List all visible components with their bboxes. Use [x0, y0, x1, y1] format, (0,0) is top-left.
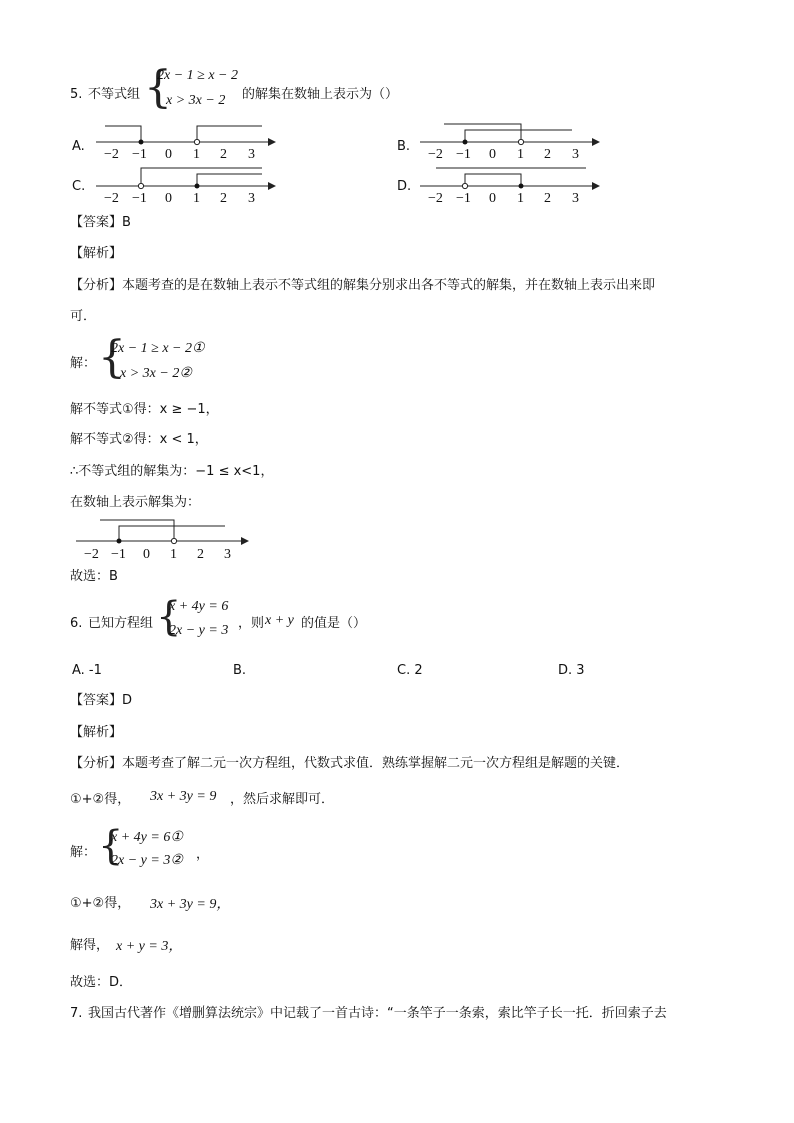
q5-answer: 【答案】B [70, 215, 131, 230]
q7-text: 我国古代著作《增删算法统宗》中记载了一首古诗：“一条竿子一条索，索比竿子长一托．折回索子去 [88, 1006, 667, 1021]
tick-label: 1 [193, 147, 200, 160]
q5-option-b-numberline [414, 118, 604, 160]
q5-brace: { [144, 62, 172, 113]
q5-suffix: 的解集在数轴上表示为（） [242, 87, 399, 102]
q6-expr: x + y [265, 613, 294, 628]
q5-option-c-numberline [90, 162, 280, 204]
q5-analysis-line1: 【分析】本题考查的是在数轴上表示不等式组的解集分别求出各不等式的解集，并在数轴上表示出来即 [70, 278, 656, 293]
tick-label: −2 [104, 191, 119, 204]
q6-eq2: 2x − y = 3 [169, 623, 229, 638]
tick-label: 3 [572, 191, 579, 204]
tick-label: 0 [489, 191, 496, 204]
q6-hint-expr: 3x + 3y = 9 [150, 789, 217, 804]
tick-label: −1 [132, 147, 147, 160]
tick-label: 2 [544, 147, 551, 160]
q6-sys-suffix: ， [196, 847, 210, 862]
q6-eq1: x + 4y = 6 [169, 599, 229, 614]
q6-hint-prefix: ①+②得， [70, 792, 131, 807]
q6-step2-expr: x + y = 3， [116, 939, 183, 954]
tick-label: −2 [84, 547, 99, 560]
tick-label: 2 [220, 191, 227, 204]
tick-label: 0 [165, 147, 172, 160]
tick-label: 1 [170, 547, 177, 560]
q6-step1-expr: 3x + 3y = 9， [150, 897, 231, 912]
q6-option-d: D. 3 [558, 663, 585, 678]
q6-suffix-a: ，则 [238, 616, 265, 631]
q5-number: 5. [70, 87, 83, 102]
q7-number: 7. [70, 1006, 83, 1021]
q6-choose: 故选：D． [70, 975, 133, 990]
q6-brace: { [156, 594, 182, 640]
tick-label: −1 [111, 547, 126, 560]
q5-ineq1: 2x − 1 ≥ x − 2 [157, 68, 239, 83]
q5-step4: 在数轴上表示解集为： [70, 495, 201, 510]
q5-option-a-label: A. [72, 139, 85, 154]
q5-option-b-label: B. [397, 139, 411, 154]
q6-solve-brace: { [98, 823, 124, 869]
q6-sys2: 2x − y = 3② [111, 853, 183, 868]
q6-option-c: C. 2 [397, 663, 423, 678]
q5-option-d-label: D. [397, 179, 412, 194]
q6-sys1: x + 4y = 6① [111, 830, 183, 845]
q5-option-a-numberline [90, 118, 280, 160]
q5-solution-numberline [70, 514, 260, 560]
q5-analysis-line2: 可． [70, 309, 97, 324]
tick-label: −1 [456, 147, 471, 160]
tick-label: −2 [428, 191, 443, 204]
tick-label: 1 [517, 147, 524, 160]
tick-label: 0 [143, 547, 150, 560]
q5-choose: 故选：B [70, 569, 118, 584]
q5-step1: 解不等式①得：x ≥ −1， [70, 402, 219, 417]
q5-step3: ∴不等式组的解集为：−1 ≤ x<1， [70, 464, 274, 479]
q6-hint-suffix: ，然后求解即可． [230, 792, 335, 807]
tick-label: 3 [572, 147, 579, 160]
q5-ineq2: x > 3x − 2 [166, 93, 226, 108]
q6-answer: 【答案】D [70, 693, 133, 708]
q6-step1-prefix: ①+②得， [70, 896, 131, 911]
tick-label: 3 [248, 147, 255, 160]
tick-label: 2 [544, 191, 551, 204]
q5-analysis-title: 【解析】 [70, 246, 123, 261]
tick-label: 2 [220, 147, 227, 160]
tick-label: 3 [224, 547, 231, 560]
tick-label: 3 [248, 191, 255, 204]
tick-label: 1 [517, 191, 524, 204]
q5-option-c-label: C. [72, 179, 86, 194]
q5-solve-brace: { [98, 332, 126, 383]
q6-prefix: 已知方程组 [88, 616, 154, 631]
tick-label: 0 [489, 147, 496, 160]
q5-step2: 解不等式②得：x < 1， [70, 432, 208, 447]
tick-label: −2 [104, 147, 119, 160]
q6-solve-label: 解： [70, 845, 97, 860]
q6-option-a: A. -1 [72, 663, 102, 678]
q5-option-d-numberline [414, 162, 604, 204]
tick-label: −1 [456, 191, 471, 204]
q6-analysis-line1: 【分析】本题考查了解二元一次方程组，代数式求值．熟练掌握解二元一次方程组是解题的关键． [70, 756, 630, 771]
tick-label: 0 [165, 191, 172, 204]
q6-suffix-b: 的值是（） [301, 616, 367, 631]
tick-label: 1 [193, 191, 200, 204]
q6-option-b: B. [233, 663, 247, 678]
q5-sys1: 2x − 1 ≥ x − 2① [111, 341, 205, 356]
q5-sys2: x > 3x − 2② [120, 366, 192, 381]
q6-step2-prefix: 解得， [70, 938, 110, 953]
tick-label: −1 [132, 191, 147, 204]
q6-number: 6. [70, 616, 83, 631]
tick-label: 2 [197, 547, 204, 560]
tick-label: −2 [428, 147, 443, 160]
q5-prefix: 不等式组 [88, 87, 141, 102]
q6-analysis-title: 【解析】 [70, 725, 123, 740]
q5-solve-label: 解： [70, 356, 97, 371]
